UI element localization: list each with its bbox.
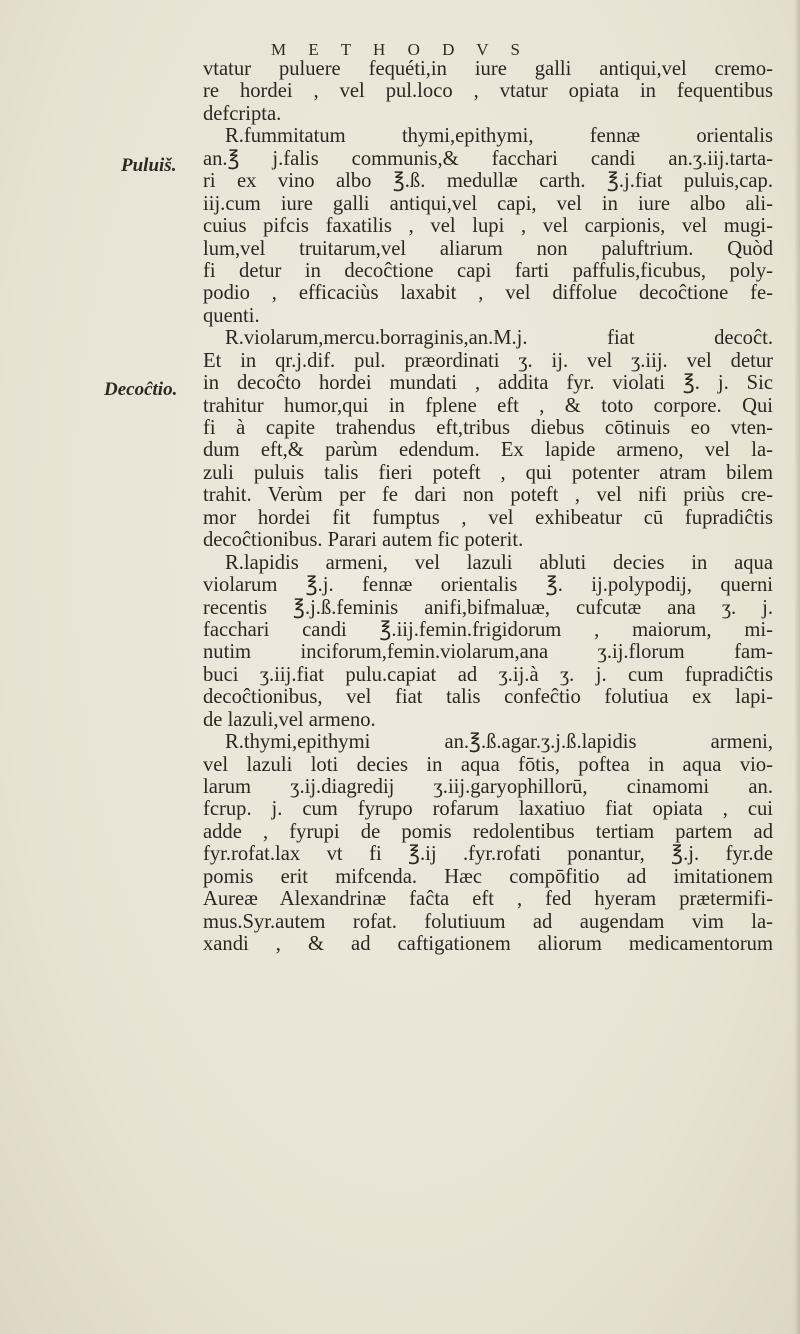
text-line: larum ʒ.ij.diagredij ʒ.iij.garyophillorū, cinamomi an. [203,776,773,798]
text-line: zuli puluis talis fieri poteft , qui potenter atram bilem [203,461,773,484]
text-line: fi à capite trahendus eft,tribus diebus cōtinuis eo vten- [203,417,773,439]
text-line: pomis erit mifcenda. Hæc compōfitio ad imitationem [203,865,773,888]
text-line: Et in qr.j.dif. pul. præordinati ʒ. ij. vel ʒ.iij. vel detur [203,349,773,372]
text-line: vtatur puluere fequéti,in iure galli antiqui,vel cremo- [203,58,773,80]
text-line: re hordei , vel pul.loco , vtatur opiata in fequentibus [203,80,773,103]
text-line: lum,vel truitarum,vel aliarum non paluftrium. Quòd [203,237,773,260]
page-edge-shadow [794,0,800,1334]
text-line: facchari candi ℥.iij.femin.frigidorum , maiorum, mi- [203,618,773,641]
text-line: recentis ℥.j.ß.feminis anifi,bifmaluæ, cufcutæ ana ʒ. j. [203,596,773,619]
text-line: decoĉtionibus, vel fiat talis confeĉtio folutiua ex lapi- [203,686,773,709]
text-line: in decoĉto hordei mundati , addita fyr. violati ℥. j. Sic [203,372,773,395]
text-line: violarum ℥.j. fennæ orientalis ℥. ij.polypodij, querni [203,574,773,597]
running-head: M E T H O D V S [271,40,529,59]
text-line: trahitur humor,qui in fplene eft , & toto corpore. Qui [203,394,773,417]
text-line: ri ex vino albo ℥.ß. medullæ carth. ℥.j.fiat puluis,cap. [203,170,773,193]
text-line: an.℥ j.falis communis,& facchari candi an.ʒ.iij.tarta- [203,147,773,170]
text-line: trahit. Verùm per fe dari non poteft , vel nifi priùs cre- [203,484,773,507]
text-line: podio , efficaciùs laxabit , vel diffolue decoĉtione fe- [203,282,773,305]
text-line: iij.cum iure galli antiqui,vel capi, vel in iure albo ali- [203,192,773,215]
text-line: R.fummitatum thymi,epithymi, fennæ orientalis [225,125,773,148]
text-line: dum eft,& parùm edendum. Ex lapide armeno, vel la- [203,439,773,462]
text-line: R.thymi,epithymi an.℥.ß.agar.ʒ.j.ß.lapidis armeni, [225,731,773,754]
text-line: nutim inciforum,femin.violarum,ana ʒ.ij.florum fam- [203,641,773,664]
text-line: Aureæ Alexandrinæ faĉta eft , fed hyeram prætermifi- [203,888,773,911]
text-line: mus.Syr.autem rofat. folutiuum ad augendam vim la- [203,910,773,933]
text-line: decoĉtionibus. Parari autem fic poterit. [203,529,524,552]
text-line: adde , fyrupi de pomis redolentibus tertiam partem ad [203,820,773,843]
text-line: fyr.rofat.lax vt fi ℥.ij .fyr.rofati ponantur, ℥.j. fyr.de [203,843,773,866]
text-line: quenti. [203,304,260,327]
margin-note-decoctio: Decoĉtio. [104,379,178,400]
margin-note-pulvis: Puluiš. [121,155,177,176]
text-line: R.violarum,mercu.borraginis,an.M.j. fiat decoĉt. [225,327,773,350]
text-line: de lazuli,vel armeno. [203,708,376,731]
text-line: cuius pifcis faxatilis , vel lupi , vel carpionis, vel mugi- [203,215,773,238]
body-text [203,58,773,956]
text-line: R.lapidis armeni, vel lazuli abluti decies in aqua [225,551,773,574]
text-line: fi detur in decoĉtione capi farti paffulis,ficubus, poly- [203,259,773,282]
text-line: buci ʒ.iij.fiat pulu.capiat ad ʒ.ij.à ʒ. j. cum fupradiĉtis [203,663,773,686]
text-line: defcripta. [203,102,282,125]
text-line: xandi , & ad caftigationem aliorum medicamentorum [203,933,773,956]
text-line: fcrup. j. cum fyrupo rofarum laxatiuo fiat opiata , cui [203,798,773,821]
text-line: vel lazuli loti decies in aqua fōtis, poftea in aqua vio- [203,753,773,776]
text-line: mor hordei fit fumptus , vel exhibeatur cū fupradiĉtis [203,506,773,529]
